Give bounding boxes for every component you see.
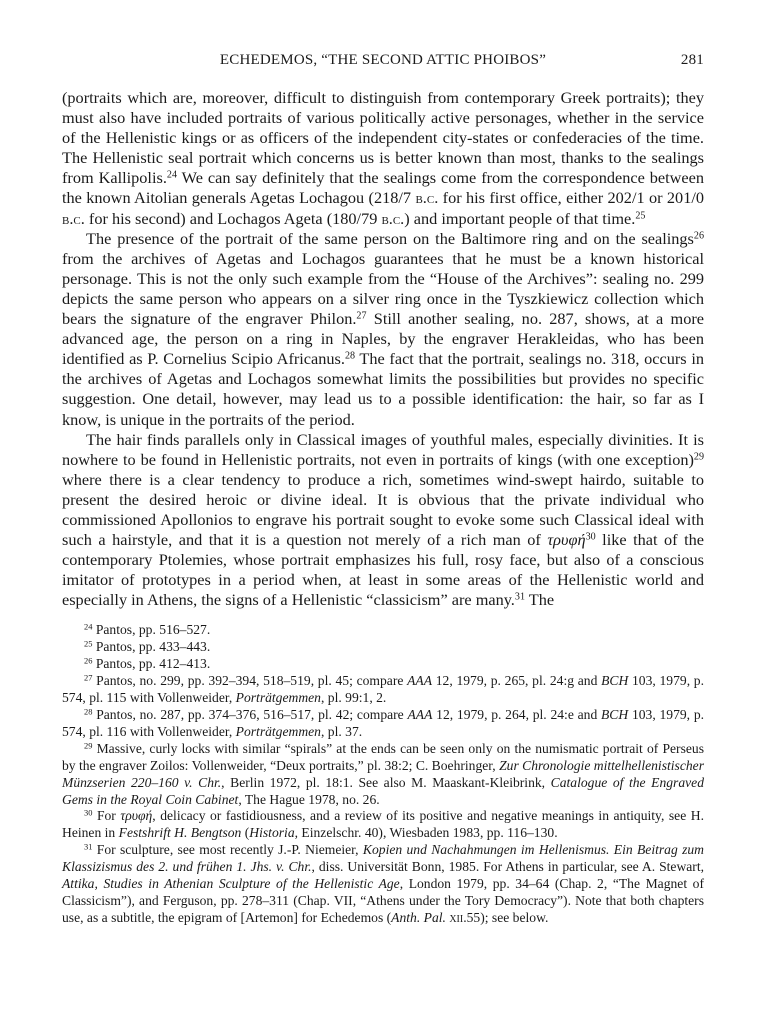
text-run: (	[241, 825, 250, 841]
italic-text: Zur Chronologie mittelhellenistischer Münzserien 220–160 v. Chr.	[62, 757, 704, 790]
footnote	[62, 842, 704, 927]
italic-text: Catalogue of the Engraved Gems in the Royal Coin Cabinet	[62, 774, 705, 807]
italic-text: τρυφή	[547, 530, 586, 550]
text-run: 103, 1979, p. 574, pl. 115 with Vollenweider,	[62, 673, 704, 706]
text-run: for his first office, either 202/1 or 201/0	[438, 188, 705, 208]
text-run: Massive, curly locks with similar “spirals” at the ends can be seen only on the numismatic portrait of Perseus by the engraver Zoilos: Vollenweider, “Deux portraits,” pl. 38:2; C. Boehringer,	[62, 740, 704, 773]
footnote-ref: 26	[693, 230, 704, 242]
footnote-ref: 30	[585, 531, 596, 543]
footnote-number: 25	[84, 638, 93, 649]
footnote-ref: 28	[344, 350, 356, 362]
italic-text: BCH	[601, 673, 629, 689]
text-run: ) and important people of that time.	[404, 208, 636, 228]
text-run: Pantos, pp. 516–527.	[95, 622, 211, 638]
text-run: for his second) and Lochagos Ageta (180/79	[84, 208, 382, 228]
italic-text: Anth. Pal.	[391, 909, 446, 925]
running-title: ECHEDEMOS, “THE SECOND ATTIC PHOIBOS”	[219, 52, 547, 68]
text-run: where there is a clear tendency to produce a rich, sometimes wind-swept hairdo, suitable to present the desired heroic or divine ideal. It is obvious that the private individual who commissioned Apollonios to engrave his portrait sought to evoke some such Classical ideal with such a hairstyle, and that it is a question not merely of a rich man of	[62, 469, 704, 550]
footnote-number: 29	[84, 740, 93, 751]
footnote	[62, 639, 704, 656]
text-run: Still another sealing, no. 287, shows, at a more advanced age, the person on a ring in Naples, by the engraver Herakleidas, who has been identified as P. Cornelius Scipio Africanus.	[62, 309, 704, 369]
text-run: , delicacy or fastidiousness, and a review of its positive and negative meanings in antiquity, see H. Heinen in	[62, 808, 704, 841]
text-run: , diss. Universität Bonn, 1985. For Athens in particular, see A. Stewart,	[311, 859, 704, 875]
footnote	[62, 808, 704, 842]
text-run: We can say definitely that the sealings come from the correspondence between the known Aitolian generals Agetas Lochagou (218/7	[62, 168, 704, 208]
text-run: 103, 1979, p. 574, pl. 116 with Vollenweider,	[62, 706, 705, 739]
text-run: 12, 1979, p. 265, pl. 24:g and	[432, 673, 602, 689]
text-run: The presence of the portrait of the same person on the Baltimore ring and on the sealings	[86, 228, 694, 248]
text-run: The hair finds parallels only in Classical images of youthful males, especially divinities. It is nowhere to be found in Hellenistic portraits, not even in portraits of kings (with one exception)	[62, 429, 704, 469]
italic-text: Attika, Studies in Athenian Sculpture of the Hellenistic Age	[62, 876, 400, 892]
italic-text: Historia	[249, 825, 295, 841]
text-run: , pl. 99:1, 2.	[320, 690, 387, 706]
text-run: , Einzelschr. 40), Wiesbaden 1983, pp. 116–130.	[294, 825, 558, 841]
footnote	[62, 673, 704, 707]
footnote-ref: 27	[356, 310, 367, 322]
footnote-number: 26	[84, 655, 93, 666]
footnote	[62, 622, 704, 639]
italic-text: Porträtgemmen	[235, 723, 321, 739]
journal-page	[62, 52, 704, 927]
text-run: like that of the contemporary Ptolemies, whose portrait emphasizes his full, rosy face, but also of a conscious imitator of prototypes in a period when, at least in some areas of the Hellenistic world and especially in Athens, the signs of a Hellenistic “classicism” are many.	[62, 530, 704, 610]
italic-text: Festshrift H. Bengtson	[118, 825, 242, 841]
text-run: For sculpture, see most recently J.-P. Niemeier,	[96, 842, 363, 858]
text-run: , pl. 37.	[320, 723, 363, 739]
page-number: 281	[680, 52, 704, 68]
text-run: 12, 1979, p. 264, pl. 24:e and	[432, 706, 601, 722]
small-caps-text: b.c.	[415, 188, 439, 208]
paragraph	[62, 229, 704, 430]
footnote-ref: 31	[514, 591, 525, 603]
italic-text: Porträtgemmen	[235, 690, 321, 706]
italic-text: AAA	[407, 673, 433, 689]
text-run: , London 1979, pp. 34–64 (Chap. 2, “The Magnet of Classicism”), and Ferguson, pp. 278–311 (Chap. VII, “Athens under the Tory Democracy”). Note that both chapters use, as a subtitle, the epigram of [Artemon] for Echedemos (	[62, 876, 704, 925]
footnote-number: 28	[84, 706, 93, 717]
footnote	[62, 741, 704, 809]
footnote	[62, 707, 704, 741]
italic-text: Kopien und Nachahmungen im Hellenismus. Ein Beitrag zum Klassizismus des 2. und frühen 1. Jhs. v. Chr.	[62, 842, 705, 875]
text-run: , Berlin 1972, pl. 18:1. See also M. Maaskant-Kleibrink,	[221, 774, 551, 790]
small-caps-text: xii	[449, 909, 464, 925]
text-run: (portraits which are, moreover, difficult to distinguish from contemporary Greek portraits); they must also have included portraits of various politically active personages, whether in the service of the Hellenistic kings or as officers of the independent city-states or confederacies of the time. The Hellenistic seal portrait which concerns us is better known than most, thanks to the sealings from Kallipolis.	[62, 88, 704, 188]
text-run: from the archives of Agetas and Lochagos guarantees that he must be a known historical personage. This is not the only such example from the “House of the Archives”: sealing no. 299 depicts the same person who appears on a silver ring once in the Tyszkiewicz collection which bears the signature of the engraver Philon.	[62, 248, 704, 329]
text-run: For	[96, 808, 121, 824]
text-run: The	[524, 590, 555, 610]
small-caps-text: b.c.	[62, 208, 85, 228]
text-run: Pantos, pp. 412–413.	[95, 656, 211, 672]
small-caps-text: b.c.	[381, 208, 405, 228]
main-text	[62, 88, 704, 610]
footnote-number: 24	[84, 621, 93, 632]
text-run: , The Hague 1978, no. 26.	[238, 791, 380, 807]
footnote-ref: 24	[166, 169, 177, 181]
paragraph	[62, 430, 704, 611]
text-run: Pantos, no. 299, pp. 392–394, 518–519, pl. 45; compare	[96, 673, 408, 689]
footnote-number: 30	[84, 807, 93, 818]
paragraph	[62, 88, 704, 229]
text-run: .55); see below.	[463, 909, 549, 925]
running-header	[62, 52, 704, 74]
footnote	[62, 656, 704, 673]
italic-text: AAA	[407, 706, 433, 722]
text-run: The fact that the portrait, sealings no. 318, occurs in the archives of Agetas and Lochagos somewhat limits the possibilities but provides no specific suggestion. One detail, however, may lead us to a possible identification: the hair, so far as I know, is unique in the portraits of the period.	[62, 349, 704, 429]
italic-text: τρυφή	[120, 808, 153, 824]
text-run: Pantos, pp. 433–443.	[95, 639, 211, 655]
text-run: Pantos, no. 287, pp. 374–376, 516–517, pl. 42; compare	[96, 706, 408, 722]
footnote-number: 31	[84, 841, 93, 852]
footnote-ref: 25	[635, 210, 646, 222]
footnotes	[62, 622, 704, 926]
footnote-ref: 29	[693, 451, 704, 463]
italic-text: BCH	[601, 706, 629, 722]
footnote-number: 27	[84, 672, 93, 683]
